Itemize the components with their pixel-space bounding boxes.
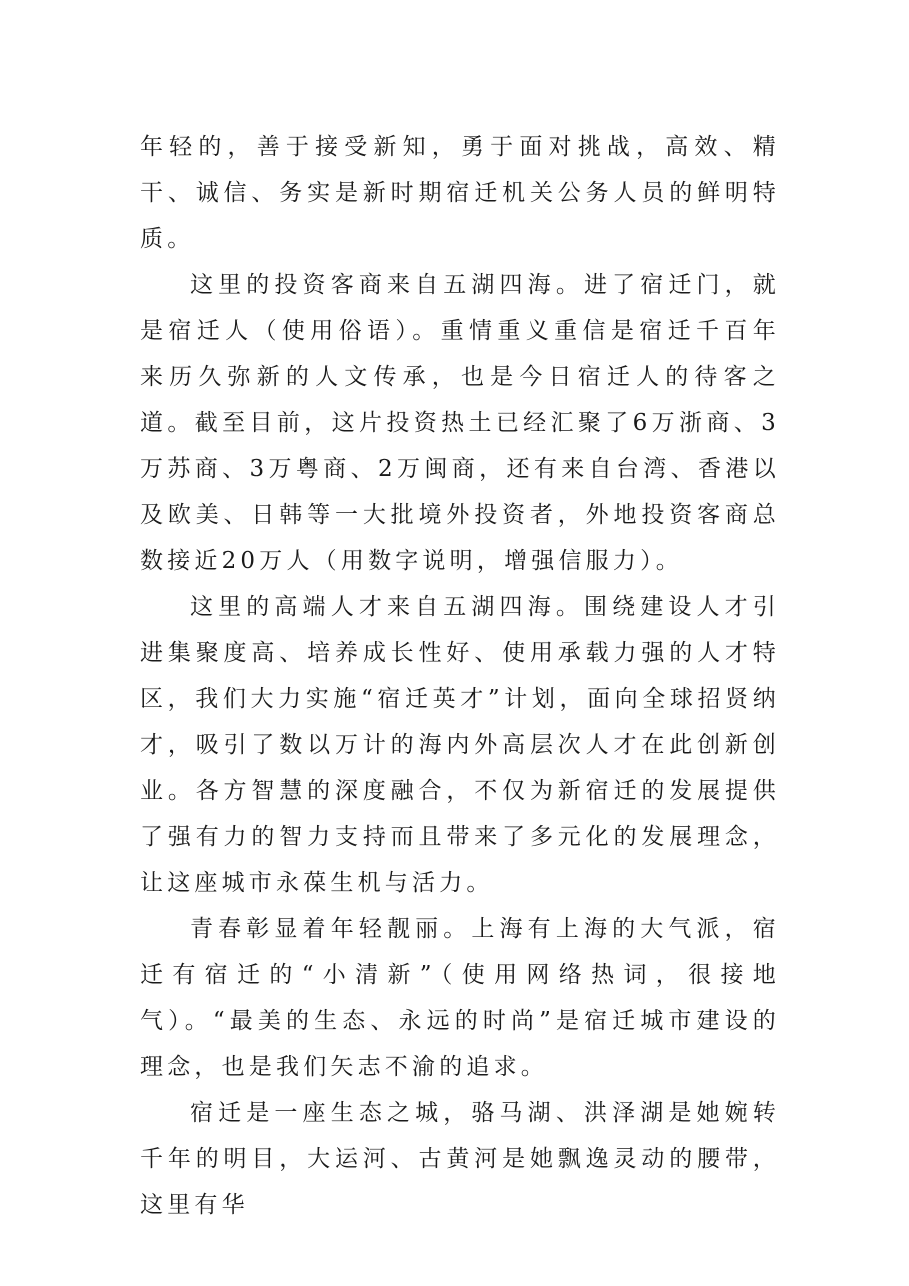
document-page <box>140 124 780 1228</box>
paragraph-investors: 这里的投资客商来自五湖四海。进了宿迁门，就是宿迁人（使用俗语）。重情重义重信是宿迁千百年来历久弥新的人文传承，也是今日宿迁人的待客之道。截至目前，这片投资热土已经汇聚了6万浙商、3万苏商、3万粤商、2万闽商，还有来自台湾、香港以及欧美、日韩等一大批境外投资者，外地投资客商总数接近20万人（用数字说明，增强信服力）。 <box>140 272 780 574</box>
paragraph-talents: 这里的高端人才来自五湖四海。围绕建设人才引进集聚度高、培养成长性好、使用承载力强的人才特区，我们大力实施“宿迁英才”计划，面向全球招贤纳才，吸引了数以万计的海内外高层次人才在此创新创业。各方智慧的深度融合，不仅为新宿迁的发展提供了强有力的智力支持而且带来了多元化的发展理念，让这座城市永葆生机与活力。 <box>140 594 780 896</box>
paragraph-youthful-city: 青春彰显着年轻靓丽。上海有上海的大气派，宿迁有宿迁的“小清新”（使用网络热词，很接地气）。“最美的生态、永远的时尚”是宿迁城市建设的理念，也是我们矢志不渝的追求。 <box>140 916 780 1080</box>
paragraph-ecological-city: 宿迁是一座生态之城，骆马湖、洪泽湖是她婉转千年的明目，大运河、古黄河是她飘逸灵动的腰带，这里有华 <box>140 1100 780 1218</box>
paragraph-officials-traits: 年轻的，善于接受新知，勇于面对挑战，高效、精干、诚信、务实是新时期宿迁机关公务人员的鲜明特质。 <box>140 134 780 252</box>
